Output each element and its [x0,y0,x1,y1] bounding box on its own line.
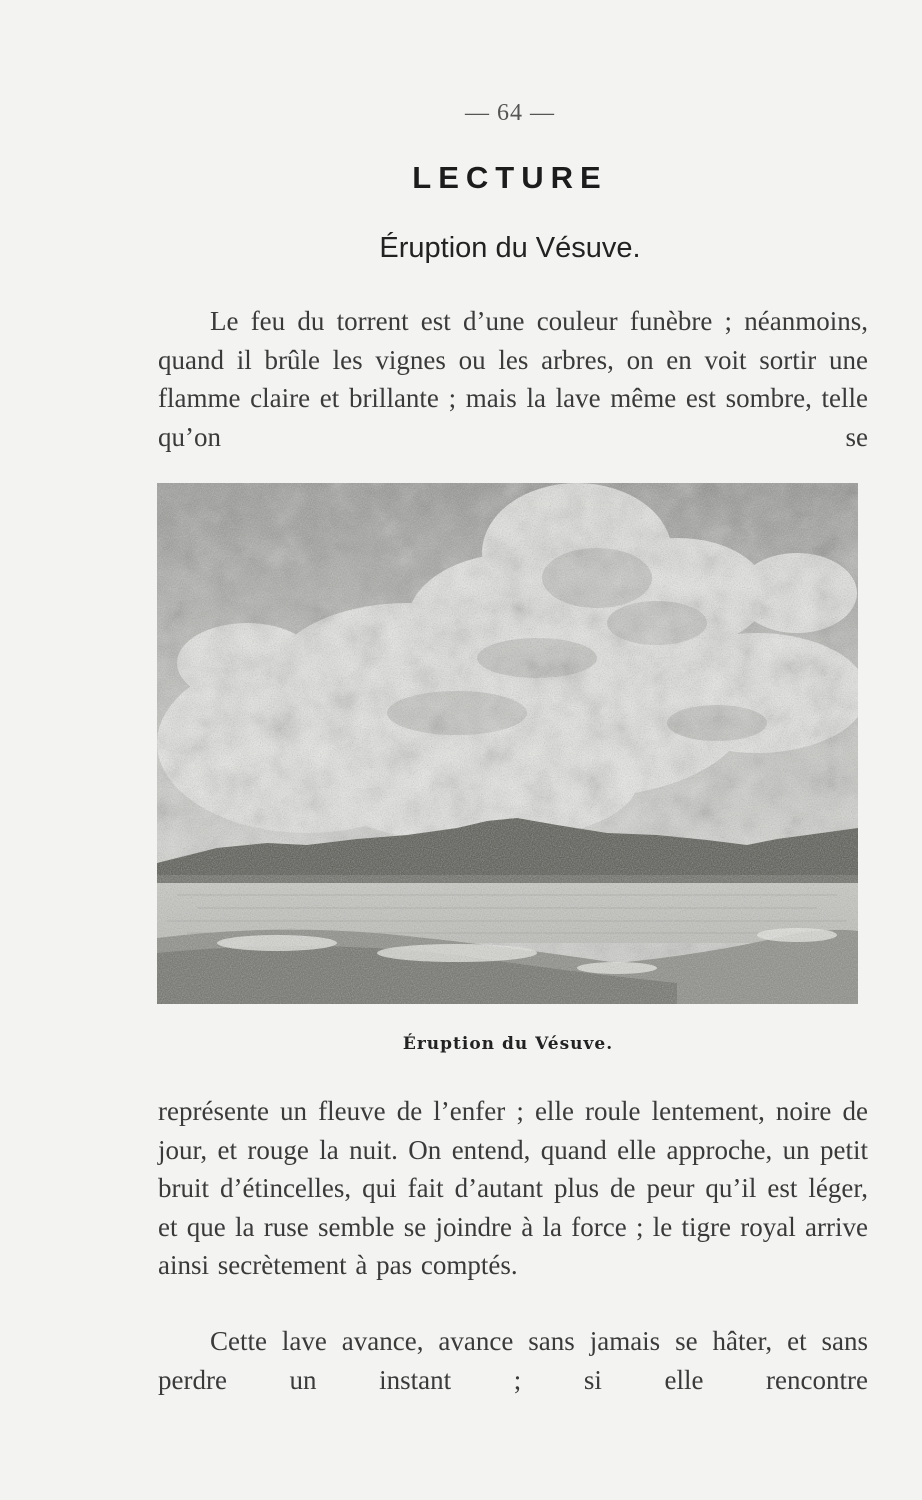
figure-caption: Éruption du Vésuve. [402,1034,614,1054]
eruption-illustration [157,483,858,1004]
page-number: — 64 — [465,100,555,126]
lesson-title: Éruption du Vésuve. [379,232,641,264]
section-heading: LECTURE [412,160,608,195]
paragraph-2: représente un fleuve de l’enfer ; elle roule lentement, noire de jour, et rouge la nuit. On entend, quand elle approche, un petit bruit d’étincelles, qui fait d’autant plus de peur qu’il est léger, et que la ruse semble se joindre à la force ; le tigre royal arrive ainsi secrètement à pas comptés. [158,1096,868,1280]
paragraph-1: Le feu du torrent est d’une couleur funèbre ; néanmoins, quand il brûle les vignes ou les arbres, on en voit sortir une flamme claire et brillante ; mais la lave même est sombre, telle qu’on se [158,306,868,452]
paragraph-3: Cette lave avance, avance sans jamais se hâter, et sans perdre un instant ; si elle rencontre [158,1326,868,1395]
